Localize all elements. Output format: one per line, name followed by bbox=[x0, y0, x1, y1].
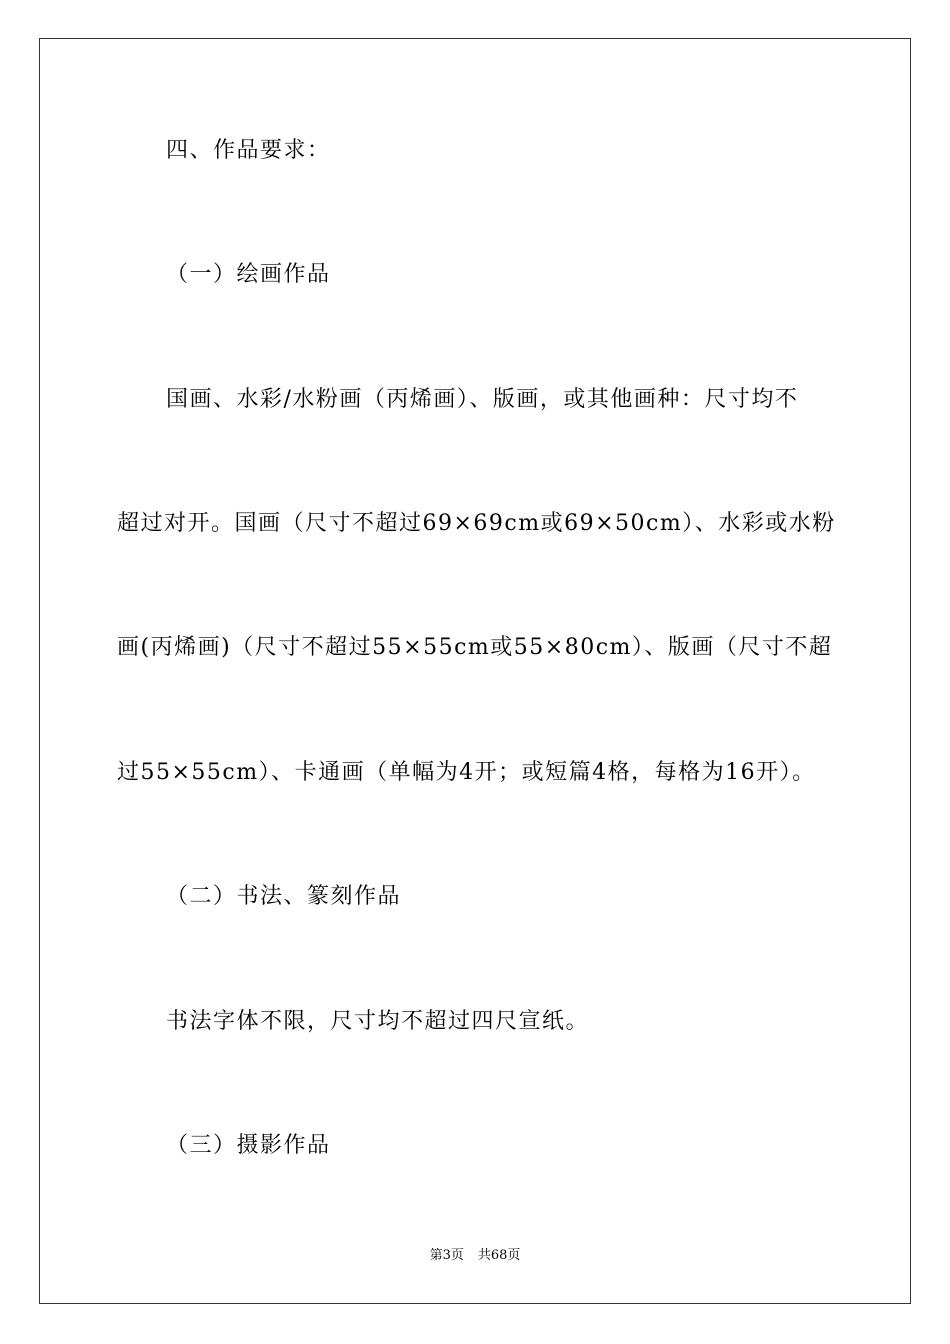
paragraph-line: 超过对开。国画（尺寸不超过69×69cm或69×50cm）、水彩或水粉 bbox=[117, 511, 836, 536]
paragraph-line: 书法字体不限，尺寸均不超过四尺宣纸。 bbox=[166, 1009, 590, 1034]
subsection-heading-painting: （一）绘画作品 bbox=[166, 262, 331, 287]
page-footer bbox=[0, 1244, 950, 1263]
subsection-heading-photography: （三）摄影作品 bbox=[166, 1133, 331, 1158]
paragraph-line: 过55×55cm）、卡通画（单幅为4开；或短篇4格，每格为16开）。 bbox=[117, 760, 816, 785]
section-heading-requirements: 四、作品要求： bbox=[166, 138, 331, 163]
paragraph-line: 国画、水彩/水粉画（丙烯画）、版画，或其他画种：尺寸均不 bbox=[166, 387, 799, 412]
page-border bbox=[39, 38, 911, 1304]
subsection-heading-calligraphy: （二）书法、篆刻作品 bbox=[166, 884, 402, 909]
paragraph-line: 画(丙烯画)（尺寸不超过55×55cm或55×80cm）、版画（尺寸不超 bbox=[117, 635, 833, 660]
total-pages: 共68页 bbox=[477, 1248, 521, 1263]
page-number: 第3页 bbox=[429, 1248, 464, 1263]
